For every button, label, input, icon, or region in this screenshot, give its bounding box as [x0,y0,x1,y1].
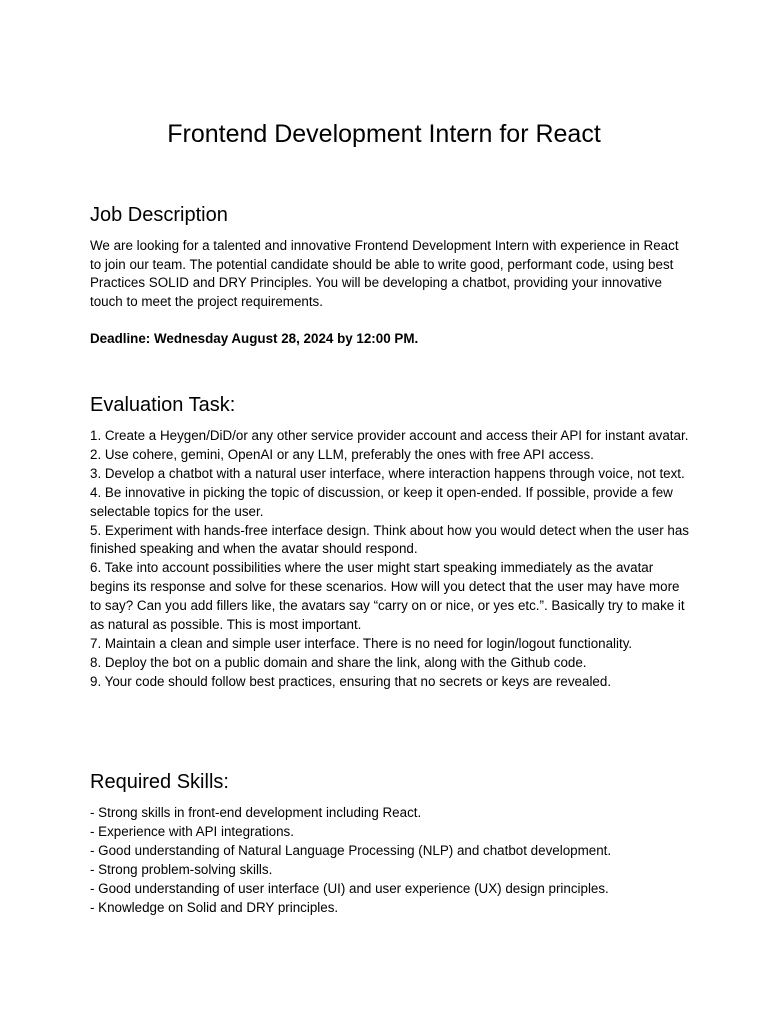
list-item: - Strong skills in front-end development including React. [90,805,422,820]
list-item: - Experience with API integrations. [90,823,294,839]
deadline-text: Deadline: Wednesday August 28, 2024 by 12:00 PM. [90,331,419,347]
list-item: 4. Be innovative in picking the topic of discussion, or keep it open-ended. If possible, provide a few selectable topics for the user. [90,484,673,519]
list-item: - Good understanding of Natural Language Processing (NLP) and chatbot development. [90,842,612,858]
list-item: 2. Use cohere, gemini, OpenAI or any LLM, preferably the ones with free API access. [90,446,594,462]
list-item: - Knowledge on Solid and DRY principles. [90,899,339,915]
job-description-body: We are looking for a talented and innovative Frontend Development Intern with experience in React to join our team. The potential candidate should be able to write good, performant code, using best Practices SOLID and DRY Principles. You will be developing a chatbot, providing your innovative touch to meet the project requirements. [90,238,679,309]
evaluation-task-list [90,427,690,692]
job-description-heading: Job Description [90,204,228,226]
required-skills-heading: Required Skills: [90,771,229,793]
list-item: 7. Maintain a clean and simple user interface. There is no need for login/logout functionality. [90,635,633,651]
required-skills-list [90,804,690,917]
evaluation-task-section [90,391,690,692]
evaluation-task-heading: Evaluation Task: [90,394,236,416]
list-item: - Good understanding of user interface (UI) and user experience (UX) design principles. [90,880,609,896]
list-item: 9. Your code should follow best practices, ensuring that no secrets or keys are revealed. [90,673,612,689]
required-skills-section [90,768,690,917]
list-item: - Strong problem-solving skills. [90,861,273,877]
list-item: 6. Take into account possibilities where the user might start speaking immediately as the avatar begins its response and solve for these scenarios. How will you detect that the user may have more to say? Can you add fillers like, the avatars say “carry on or nice, or yes etc.”. Basically try to make it as natural as possible. This is most important. [90,560,685,633]
document-title: Frontend Development Intern for React [167,120,601,148]
list-item: 1. Create a Heygen/DiD/or any other service provider account and access their API for instant avatar. [90,428,689,443]
list-item: 5. Experiment with hands-free interface design. Think about how you would detect when the user has finished speaking and when the avatar should respond. [90,522,689,557]
list-item: 8. Deploy the bot on a public domain and share the link, along with the Github code. [90,654,587,670]
list-item: 3. Develop a chatbot with a natural user interface, where interaction happens through voice, not text. [90,465,685,481]
job-description-section [90,201,690,349]
